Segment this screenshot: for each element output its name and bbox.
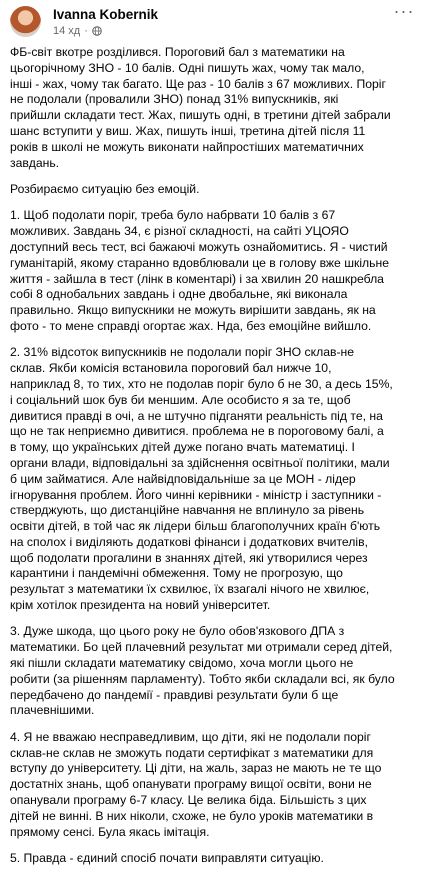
paragraph-line: 3. Дуже шкода, що цього року не було обов'язкового ДПА з xyxy=(10,624,345,639)
post-paragraph xyxy=(10,730,422,841)
meta-separator: · xyxy=(84,25,88,37)
paragraph-line: вступу до університету. Ці діти, на жаль, зараз не мають не те що xyxy=(10,761,382,776)
paragraph-line: ігнорування проблем. Його чинні керівники - міністр і заступники - xyxy=(10,487,382,502)
paragraph-line: 2. 31% відсоток випускників не подолали поріг ЗНО склав-не xyxy=(10,345,355,360)
post-paragraph xyxy=(10,208,422,334)
paragraph-line: 5. Правда - єдиний спосіб почати виправляти ситуацію. xyxy=(10,851,324,866)
paragraph-line: плачевнішими. xyxy=(10,703,95,718)
paragraph-line: стверджують, що дистанційне навчання не вплинуло за рівень xyxy=(10,503,365,518)
paragraph-line: освіти дітей, в той час як лідери більш благополучних країн б'ють xyxy=(10,519,381,534)
paragraph-line: достатніх знань, щоб опанувати програму вищої освіти, вони не xyxy=(10,777,372,792)
paragraph-line: дітей не винні. В них ніколи, схоже, не було уроків математики в xyxy=(10,808,374,823)
paragraph-line: прийшли складати тест. Жах, пишуть одні, в третини дітей забрали xyxy=(10,108,391,123)
paragraph-line: які пішли складати математику свідомо, хоча могли цього не xyxy=(10,656,354,671)
paragraph-line: робити (за рішенням парламенту). Тобто якби складали всі, як було xyxy=(10,671,395,686)
post-paragraph xyxy=(10,182,422,198)
paragraph-line: собі 8 однобальних завдань і одне двобальне, які виконала xyxy=(10,287,348,302)
paragraph-line: завдань. xyxy=(10,155,60,170)
paragraph-line: б цим займатися. Але найвідповідальніше за це МОН - лідер xyxy=(10,471,356,486)
paragraph-line: інші - жах, чому так багато. Ще раз - 10 балів з 67 можливих. Поріг xyxy=(10,76,386,91)
post-paragraph xyxy=(10,345,422,614)
paragraph-line: дивитися правді в очі, а не штучно підганяти реальність під те, на xyxy=(10,408,383,423)
post-paragraph xyxy=(10,624,422,719)
paragraph-line: крім хотілок президента на новий університет. xyxy=(10,598,271,613)
post-meta xyxy=(53,25,102,37)
paragraph-line: на сполох і виділяють додаткові фінанси і додаткових вчителів, xyxy=(10,534,368,549)
paragraph-line: що не так неприємно дивитися. проблема не в пороговому балі, а xyxy=(10,424,384,439)
paragraph-line: щоб подолати прогалини в знаннях дітей, які утворилися через xyxy=(10,550,368,565)
paragraph-line: опанували програму 6-7 класу. Це велика біда. Більшість з цих xyxy=(10,793,367,808)
globe-icon[interactable] xyxy=(92,26,102,36)
paragraph-line: доступний весь тест, всі бажаючі можуть ознайомитись. Я - чистий xyxy=(10,239,388,254)
author-name[interactable]: Ivanna Kobernik xyxy=(53,7,159,22)
paragraph-line: ФБ-світ вкотре розділився. Пороговий бал з математики на xyxy=(10,45,345,59)
post-paragraph xyxy=(10,851,422,867)
paragraph-line: склав-не склав не зможуть подати сертифікат з математики для xyxy=(10,745,374,760)
paragraph-line: Розбираємо ситуацію без емоцій. xyxy=(10,181,200,196)
paragraph-line: і соціальний шок був би меншим. Але особисто я за те, щоб xyxy=(10,392,351,407)
paragraph-line: передбачено до пандемії - правдиві результати були б ще xyxy=(10,687,339,702)
paragraph-line: склав. Якби комісія встановила пороговий бал нижче 10, xyxy=(10,361,332,376)
paragraph-line: математики. Бо цей плачевний результат ми отримали серед дітей, xyxy=(10,640,393,655)
paragraph-line: прямому сенсі. Була якась імітація. xyxy=(10,824,210,839)
paragraph-line: гуманітарій, якому старанно вдовблювали це в голову вже шкільне xyxy=(10,255,390,270)
paragraph-line: органи влади, відповідальні за здійснення освітньої політики, мали xyxy=(10,455,390,470)
post-time[interactable]: 14 хд xyxy=(53,25,81,37)
paragraph-line: правильно. Якщо випускники не можуть вирішити завдань, як на xyxy=(10,303,376,318)
paragraph-line: життя - зайшла в тест (лінк в коментарі) і за хвилин 20 нашкребла xyxy=(10,271,384,286)
post-body xyxy=(10,45,422,877)
paragraph-line: років в школі не можуть виконати найпростіших математичних xyxy=(10,139,364,154)
paragraph-line: результат з математики їх схвилює, їх взагалі нічого не хвилює, xyxy=(10,582,370,597)
paragraph-line: 4. Я не вважаю несправедливим, що діти, які не подолали поріг xyxy=(10,729,371,744)
post-paragraph xyxy=(10,45,422,171)
paragraph-line: не подолали (провалили ЗНО) понад 31% випускників, які xyxy=(10,92,339,107)
author-avatar[interactable] xyxy=(10,6,41,37)
paragraph-line: можливих. Завдань 34, є різної складності, на сайті УЦОЯО xyxy=(10,224,349,239)
paragraph-line: наприклад 8, то тих, хто не подолав поріг було б не 30, а десь 15%, xyxy=(10,376,393,391)
paragraph-line: фото - то мене справді огортає жах. Нда, без емоційне вийшло. xyxy=(10,318,372,333)
paragraph-line: шанс вступити у виш. Жах, пишуть інші, третина дітей після 11 xyxy=(10,123,366,138)
more-options-icon[interactable]: ··· xyxy=(393,1,415,21)
paragraph-line: в тому, що українських дітей дуже погано вчать математиці. І xyxy=(10,440,355,455)
paragraph-line: карантини і пандемічні обмеження. Тому не прогрозую, що xyxy=(10,566,343,581)
paragraph-line: цьогорічному ЗНО - 10 балів. Одні пишуть жах, чому так мало, xyxy=(10,60,365,75)
paragraph-line: 1. Щоб подолати поріг, треба було набрвати 10 балів з 67 xyxy=(10,208,336,223)
